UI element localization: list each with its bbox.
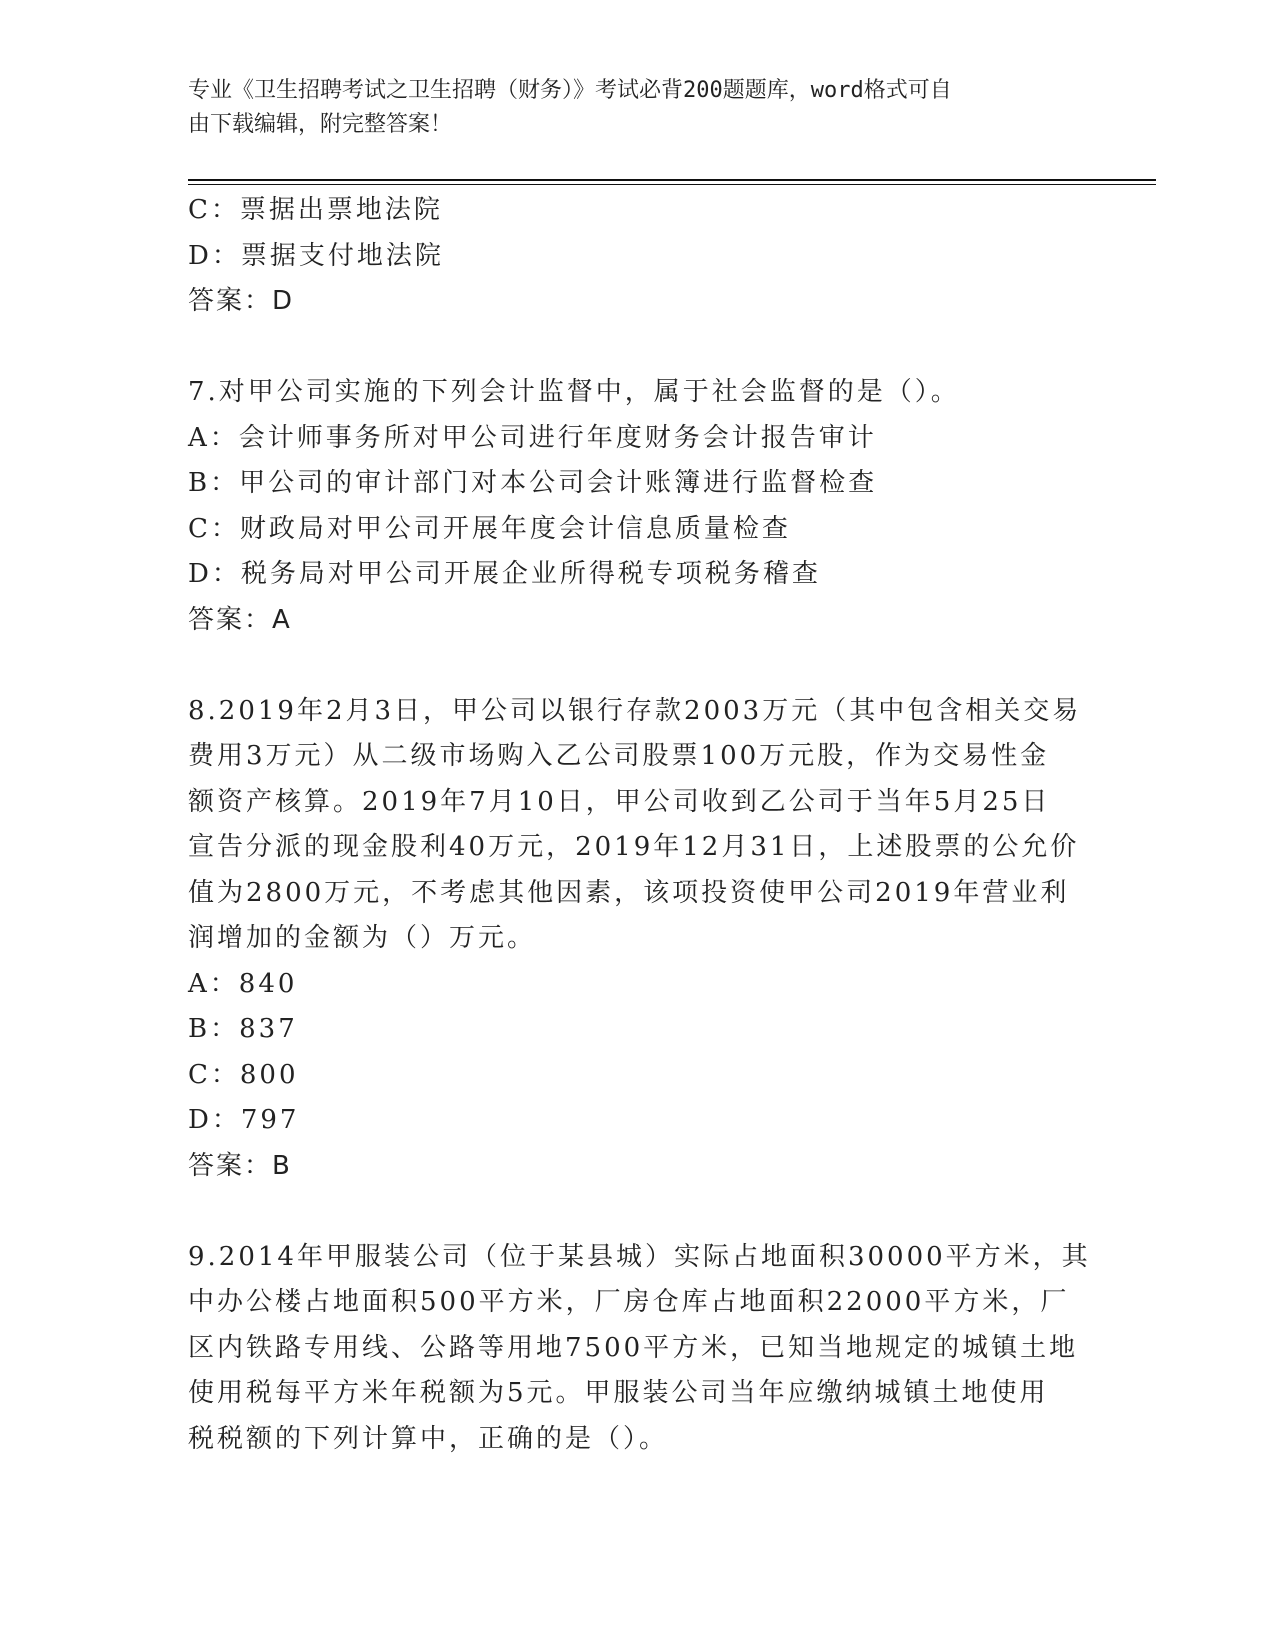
header-line-2: 由下载编辑，附完整答案！ [188,112,453,137]
answer-line: 答案：B [188,1150,292,1181]
header-divider-thin [188,184,1156,185]
header-divider-thick [188,179,1156,181]
option-c: C：800 [188,1059,299,1090]
document-header [188,74,1088,142]
answer-line: 答案：A [188,604,292,635]
answer-line: 答案：D [188,286,295,316]
question-8-stem-line: 宣告分派的现金股利40万元，2019年12月31日，上述股票的公允价 [188,832,1080,862]
option-d: D：税务局对甲公司开展企业所得税专项税务稽查 [188,559,821,589]
question-9-stem-line: 使用税每平方米年税额为5元。甲服装公司当年应缴纳城镇土地使用 [188,1378,1049,1408]
spacer [188,325,1088,371]
question-8-stem-line: 额资产核算。2019年7月10日，甲公司收到乙公司于当年5月25日 [188,786,1051,817]
question-9-stem-line: 9.2014年甲服装公司（位于某县城）实际占地面积30000平方米，其 [188,1241,1091,1272]
question-9-stem-line: 中办公楼占地面积500平方米，厂房仓库占地面积22000平方米，厂 [188,1287,1070,1317]
question-8-stem-line: 8.2019年2月3日，甲公司以银行存款2003万元（其中包含相关交易 [188,695,1082,726]
option-c: C：财政局对甲公司开展年度会计信息质量检查 [188,513,791,544]
question-7-stem: 7.对甲公司实施的下列会计监督中，属于社会监督的是（）。 [188,377,960,407]
question-9-stem-line: 区内铁路专用线、公路等用地7500平方米，已知当地规定的城镇土地 [188,1332,1079,1363]
question-8-stem-line: 费用3万元）从二级市场购入乙公司股票100万元股，作为交易性金 [188,741,1050,771]
header-line-1: 专业《卫生招聘考试之卫生招聘（财务）》考试必背200题题库，word格式可自 [188,78,952,103]
option-b: B：837 [188,1014,298,1044]
question-8-stem-line: 润增加的金额为（）万元。 [188,923,537,953]
question-8-stem-line: 值为2800万元，不考虑其他因素，该项投资使甲公司2019年营业利 [188,877,1070,908]
spacer [188,1189,1088,1235]
option-d: D：797 [188,1105,300,1135]
option-c: C：票据出票地法院 [188,195,443,225]
option-a: A：会计师事务所对甲公司进行年度财务会计报告审计 [188,422,877,453]
question-9-stem-line: 税税额的下列计算中，正确的是（）。 [188,1423,669,1454]
document-body [188,188,1091,1462]
spacer [188,643,1088,689]
option-d: D：票据支付地法院 [188,240,444,271]
option-a: A：840 [188,968,298,999]
option-b: B：甲公司的审计部门对本公司会计账簿进行监督检查 [188,468,878,498]
